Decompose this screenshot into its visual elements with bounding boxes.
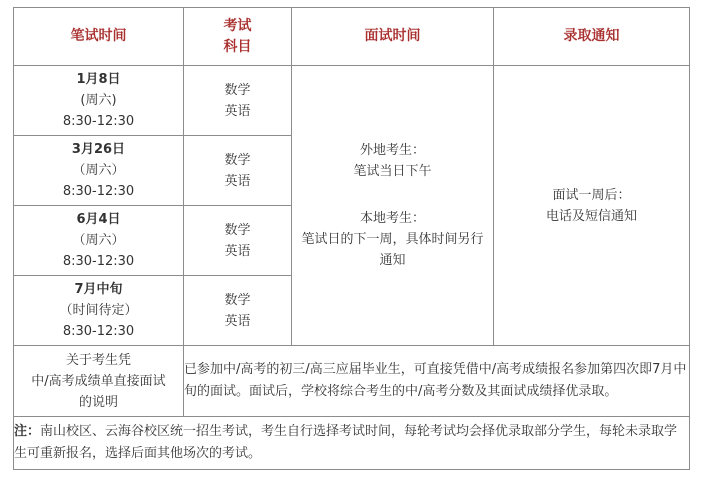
exam-weekday: （时间待定） bbox=[59, 303, 138, 318]
exam-weekday: (周六) bbox=[80, 93, 117, 108]
exam-hours: 8:30-12:30 bbox=[62, 254, 135, 269]
exam-hours: 8:30-12:30 bbox=[62, 184, 135, 199]
header-interview-time: 面试时间 bbox=[292, 8, 494, 66]
subject-math: 数学 bbox=[224, 222, 251, 238]
footnote-cell bbox=[14, 417, 690, 470]
direct-interview-text: 已参加中/高考的初三/高三应届毕业生，可直接凭借中/高考成绩报名参加第四次即7月中旬的面试。面试后，学校将综合考生的中/高考分数及其面试成绩择优录取。 bbox=[184, 346, 690, 417]
interview-local-label: 本地考生： bbox=[359, 211, 425, 226]
exam-time-cell bbox=[14, 276, 184, 346]
direct-interview-label-3: 的说明 bbox=[78, 394, 118, 410]
interview-local-text-2: 通知 bbox=[379, 253, 406, 268]
header-subjects-line1: 考试 bbox=[223, 17, 252, 34]
exam-time-cell bbox=[14, 66, 184, 136]
exam-hours: 8:30-12:30 bbox=[62, 324, 135, 339]
footnote-row bbox=[14, 417, 690, 470]
header-subjects-line2: 科目 bbox=[223, 38, 252, 55]
subject-math: 数学 bbox=[224, 152, 251, 168]
exam-weekday: （周六） bbox=[72, 163, 125, 178]
subjects-cell bbox=[184, 206, 292, 276]
exam-date: 7月中旬 bbox=[74, 282, 123, 297]
subjects-cell bbox=[184, 276, 292, 346]
interview-outside-text: 笔试当日下午 bbox=[353, 164, 432, 179]
subject-english: 英语 bbox=[224, 103, 251, 119]
exam-time-cell bbox=[14, 206, 184, 276]
exam-weekday: （周六） bbox=[72, 233, 125, 248]
subject-math: 数学 bbox=[224, 292, 251, 308]
direct-interview-row bbox=[14, 346, 690, 417]
subjects-cell bbox=[184, 66, 292, 136]
footnote-label: 注： bbox=[14, 424, 41, 439]
subject-math: 数学 bbox=[224, 82, 251, 98]
subjects-cell bbox=[184, 136, 292, 206]
header-row bbox=[14, 8, 690, 66]
admission-notice-cell bbox=[494, 66, 690, 346]
subject-english: 英语 bbox=[224, 243, 251, 259]
direct-interview-label bbox=[14, 346, 184, 417]
notice-line-2: 电话及短信通知 bbox=[545, 208, 637, 224]
footnote-text: 南山校区、云海谷校区统一招生考试，考生自行选择考试时间，每轮考试均会择优录取部分学生，每轮未录取学生可重新报名，选择后面其他场次的考试。 bbox=[14, 424, 678, 461]
exam-time-cell bbox=[14, 136, 184, 206]
subject-english: 英语 bbox=[224, 173, 251, 189]
interview-local-text-1: 笔试日的下一周，具体时间另行 bbox=[301, 232, 484, 247]
interview-outside-label: 外地考生： bbox=[359, 143, 425, 158]
exam-date: 1月8日 bbox=[76, 72, 121, 87]
header-subjects bbox=[184, 8, 292, 66]
exam-date: 3月26日 bbox=[71, 142, 126, 157]
notice-line-1: 面试一周后： bbox=[552, 187, 631, 203]
interview-time-cell bbox=[292, 66, 494, 346]
direct-interview-label-2: 中/高考成绩单直接面试 bbox=[31, 373, 166, 389]
subject-english: 英语 bbox=[224, 313, 251, 329]
exam-hours: 8:30-12:30 bbox=[62, 114, 135, 129]
table-row bbox=[14, 66, 690, 136]
exam-date: 6月4日 bbox=[76, 212, 121, 227]
header-exam-time: 笔试时间 bbox=[14, 8, 184, 66]
direct-interview-label-1: 关于考生凭 bbox=[65, 352, 131, 368]
exam-schedule-table bbox=[13, 7, 690, 470]
header-admission-notice: 录取通知 bbox=[494, 8, 690, 66]
